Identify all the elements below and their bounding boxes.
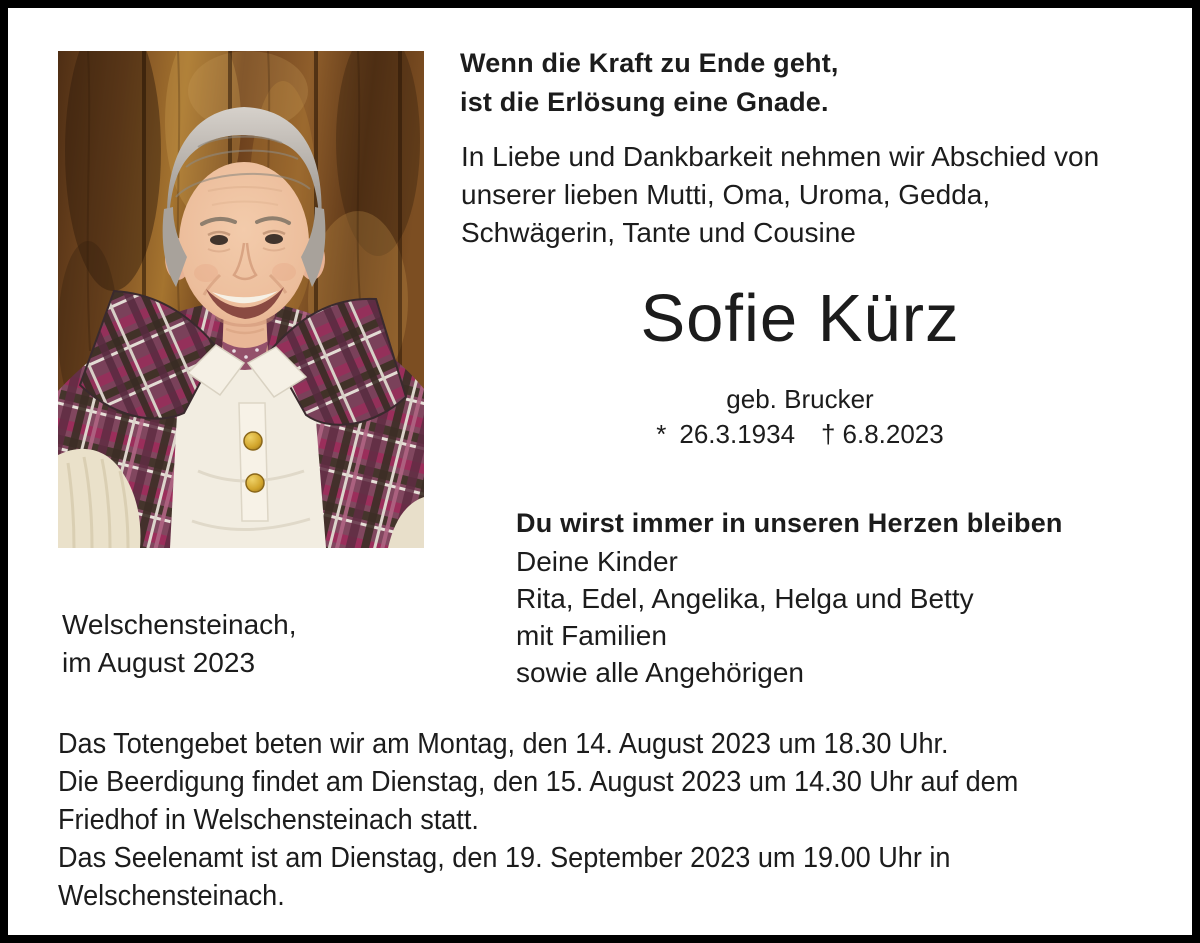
intro-line: Schwägerin, Tante und Cousine xyxy=(461,217,856,248)
announcement-line: Friedhof in Welschensteinach statt. xyxy=(58,804,479,836)
announcement-line: Das Seelenamt ist am Dienstag, den 19. September 2023 um 19.00 Uhr in xyxy=(58,842,951,874)
farewell-block xyxy=(516,503,1063,691)
announcement-line: Die Beerdigung findet am Dienstag, den 15. August 2023 um 14.30 Uhr auf dem xyxy=(58,766,1019,798)
announcement-line: Welschensteinach. xyxy=(58,880,285,912)
eye xyxy=(210,235,228,245)
place-line: im August 2023 xyxy=(62,647,256,678)
announcement-line: Das Totengebet beten wir am Montag, den 14. August 2023 um 18.30 Uhr. xyxy=(58,728,949,760)
death-symbol: † xyxy=(821,419,836,449)
place-date xyxy=(62,606,297,682)
deceased-name: Sofie Kürz xyxy=(640,281,960,356)
eye xyxy=(265,234,283,244)
farewell-title: Du wirst immer in unseren Herzen bleiben xyxy=(516,508,1063,538)
polo-button xyxy=(244,432,262,450)
life-dates xyxy=(430,418,1170,450)
place-line: Welschensteinach, xyxy=(62,609,297,640)
farewell-line: sowie alle Angehörigen xyxy=(516,657,804,688)
epigraph xyxy=(460,44,839,122)
farewell-line: mit Familien xyxy=(516,620,667,651)
portrait-photo-art xyxy=(58,51,424,548)
portrait-photo xyxy=(58,51,424,548)
farewell-line: Rita, Edel, Angelika, Helga und Betty xyxy=(516,583,974,614)
intro-line: In Liebe und Dankbarkeit nehmen wir Abschied von xyxy=(461,141,1100,172)
announcements xyxy=(58,725,1018,915)
intro-paragraph xyxy=(461,138,1099,252)
epigraph-line: ist die Erlösung eine Gnade. xyxy=(460,87,829,117)
maiden-name: geb. Brucker xyxy=(726,384,874,414)
polo-button xyxy=(246,474,264,492)
intro-line: unserer lieben Mutti, Oma, Uroma, Gedda, xyxy=(461,179,991,210)
epigraph-line: Wenn die Kraft zu Ende geht, xyxy=(460,48,839,78)
birth-date: 26.3.1934 xyxy=(679,419,796,449)
birth-symbol: * xyxy=(656,419,667,449)
death-date: 6.8.2023 xyxy=(842,419,944,449)
farewell-line: Deine Kinder xyxy=(516,546,678,577)
